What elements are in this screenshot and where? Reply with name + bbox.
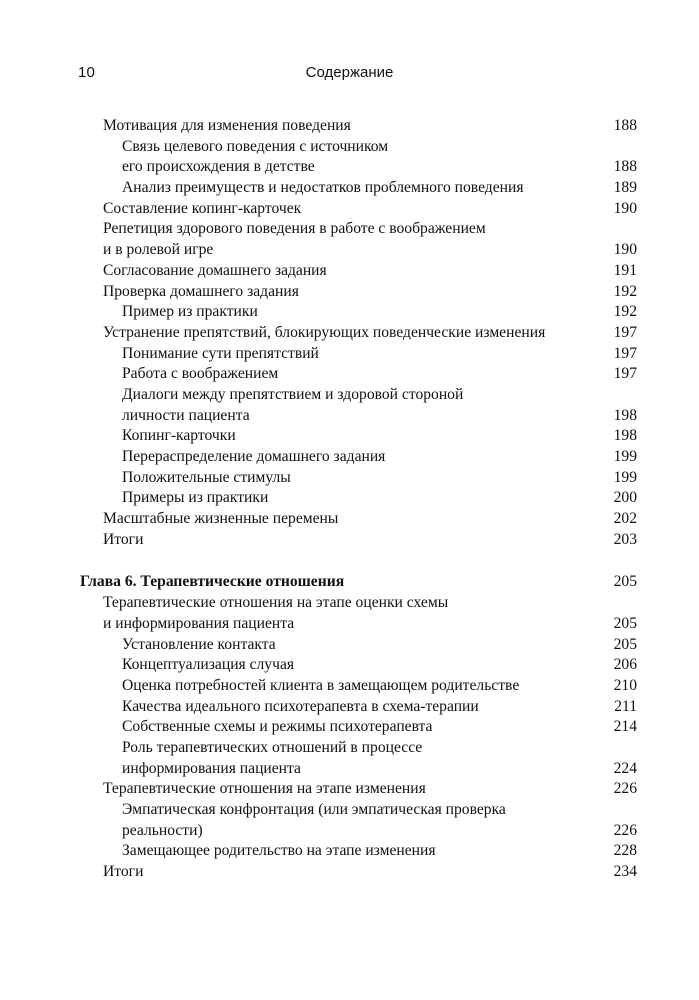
toc-entry-page: 234 — [613, 863, 637, 881]
toc-entry-page: 205 — [613, 614, 637, 632]
toc-entry-title: Связь целевого поведения с источником — [122, 137, 389, 155]
toc-entry-title: и в ролевой игре — [103, 241, 214, 259]
toc-entry-title: Установление контакта — [122, 635, 276, 653]
toc-entry — [0, 406, 699, 427]
toc-entry — [0, 282, 699, 303]
toc-entry-title: Глава 6. Терапевтические отношения — [80, 573, 345, 591]
toc-entry — [0, 157, 699, 178]
toc-entry-title: Оценка потребностей клиента в замещающем родительстве — [122, 676, 520, 694]
toc-entry — [0, 447, 699, 468]
toc-entry-title: Положительные стимулы — [122, 468, 291, 486]
toc-entry — [0, 302, 699, 323]
toc-entry — [0, 614, 699, 635]
toc-entry-title: Терапевтические отношения на этапе изменения — [103, 780, 426, 798]
running-head: Содержание — [305, 64, 394, 81]
toc-entry-page: 210 — [613, 676, 637, 694]
toc-entry-page: 224 — [613, 759, 637, 777]
toc-entry — [0, 655, 699, 676]
toc-entry-title: Концептуализация случая — [122, 656, 295, 674]
toc-entry-page: 199 — [613, 468, 637, 486]
toc-entry — [0, 821, 699, 842]
toc-entry-title: Роль терапевтических отношений в процессе — [122, 738, 423, 756]
toc-entry-page: 197 — [613, 344, 637, 362]
toc-entry-page: 198 — [613, 406, 637, 424]
toc-entry — [0, 385, 699, 406]
toc-entry-title: Перераспределение домашнего задания — [122, 448, 386, 465]
toc-entry-title: реальности) — [122, 821, 203, 839]
toc-entry-title: Репетиция здорового поведения в работе с воображением — [103, 220, 486, 238]
toc-entry-title: Итоги — [103, 530, 144, 548]
toc-entry-page: 228 — [613, 842, 637, 860]
toc-entry-title: его происхождения в детстве — [122, 158, 315, 176]
toc-entry-page: 226 — [613, 780, 637, 798]
toc-entry-title: Устранение препятствий, блокирующих поведенческие изменения — [103, 323, 546, 341]
toc-entry-page: 197 — [613, 365, 637, 383]
toc-entry-title: Качества идеального психотерапевта в схема-терапии — [122, 697, 479, 715]
toc-entry-title: Терапевтические отношения на этапе оценки схемы — [103, 594, 449, 612]
toc-entry-page: 190 — [613, 241, 637, 259]
toc-entry — [0, 344, 699, 365]
toc-entry — [0, 178, 699, 199]
toc-entry-page: 188 — [613, 158, 637, 176]
toc-entry — [0, 261, 699, 282]
toc-entry-page: 205 — [613, 573, 637, 591]
toc-entry — [0, 697, 699, 718]
toc-entry-page: 197 — [613, 323, 637, 341]
toc-entry-title: Масштабные жизненные перемены — [103, 510, 339, 528]
toc-entry — [0, 738, 699, 759]
toc-entry — [0, 717, 699, 738]
toc-entry — [0, 800, 699, 821]
toc-entry-title: Согласование домашнего задания — [103, 261, 327, 279]
toc-entry-title: Эмпатическая конфронтация (или эмпатическая проверка — [122, 801, 506, 818]
toc-entry-page: 190 — [613, 199, 637, 217]
chapter-spacer — [0, 550, 699, 572]
toc-entry — [0, 593, 699, 614]
toc-entry-page: 199 — [613, 448, 637, 465]
page-number: 10 — [78, 64, 96, 81]
toc-entry-title: Понимание сути препятствий — [122, 344, 319, 362]
toc-entry-title: Примеры из практики — [122, 489, 269, 507]
toc-entry-page: 202 — [613, 510, 637, 528]
toc-entry-title: личности пациента — [122, 406, 250, 424]
toc-entry-title: информирования пациента — [122, 759, 301, 777]
toc-entry — [0, 364, 699, 385]
toc-entry-title: Работа с воображением — [122, 365, 279, 383]
toc-entry — [0, 219, 699, 240]
toc-entry-page: 205 — [613, 635, 637, 653]
toc-entry — [0, 759, 699, 780]
toc-entry — [0, 137, 699, 158]
toc-entry-title: Анализ преимуществ и недостатков проблемного поведения — [122, 179, 524, 197]
toc-entry-title: Пример из практики — [122, 303, 258, 321]
toc-entry — [0, 841, 699, 862]
toc-entry-title: Мотивация для изменения поведения — [103, 117, 351, 134]
toc-entry — [0, 116, 699, 137]
toc-entry — [0, 509, 699, 530]
toc-entry-page: 206 — [613, 656, 637, 674]
toc-entry — [0, 488, 699, 509]
toc-entry-page: 203 — [613, 530, 637, 548]
toc-entry-page: 198 — [613, 427, 637, 445]
toc-entry-page: 192 — [613, 303, 637, 321]
toc-entry — [0, 635, 699, 656]
table-of-contents — [0, 116, 699, 883]
toc-entry-title: Диалоги между препятствием и здоровой стороной — [122, 385, 464, 403]
toc-entry-page: 191 — [613, 261, 637, 279]
toc-entry — [0, 779, 699, 800]
toc-entry — [0, 199, 699, 220]
toc-chapter-entry — [0, 572, 699, 593]
toc-entry-title: Итоги — [103, 863, 144, 881]
toc-entry-title: Составление копинг-карточек — [103, 199, 302, 217]
toc-entry-title: Замещающее родительство на этапе изменения — [122, 842, 436, 860]
toc-entry — [0, 323, 699, 344]
toc-entry-title: Собственные схемы и режимы психотерапевта — [122, 718, 433, 736]
toc-entry-page: 200 — [613, 489, 637, 507]
toc-entry-page: 211 — [614, 697, 637, 715]
toc-entry-title: Проверка домашнего задания — [103, 282, 299, 300]
toc-entry-page: 226 — [613, 821, 637, 839]
toc-entry-page: 192 — [613, 282, 637, 300]
toc-entry — [0, 862, 699, 883]
toc-entry — [0, 468, 699, 489]
toc-entry-page: 189 — [613, 179, 637, 197]
toc-entry-title: и информирования пациента — [103, 614, 295, 632]
toc-entry — [0, 676, 699, 697]
toc-entry — [0, 426, 699, 447]
toc-entry-title: Копинг-карточки — [122, 427, 236, 445]
toc-entry-page: 188 — [613, 117, 637, 134]
toc-entry — [0, 240, 699, 261]
toc-entry — [0, 530, 699, 551]
toc-entry-page: 214 — [613, 718, 637, 736]
